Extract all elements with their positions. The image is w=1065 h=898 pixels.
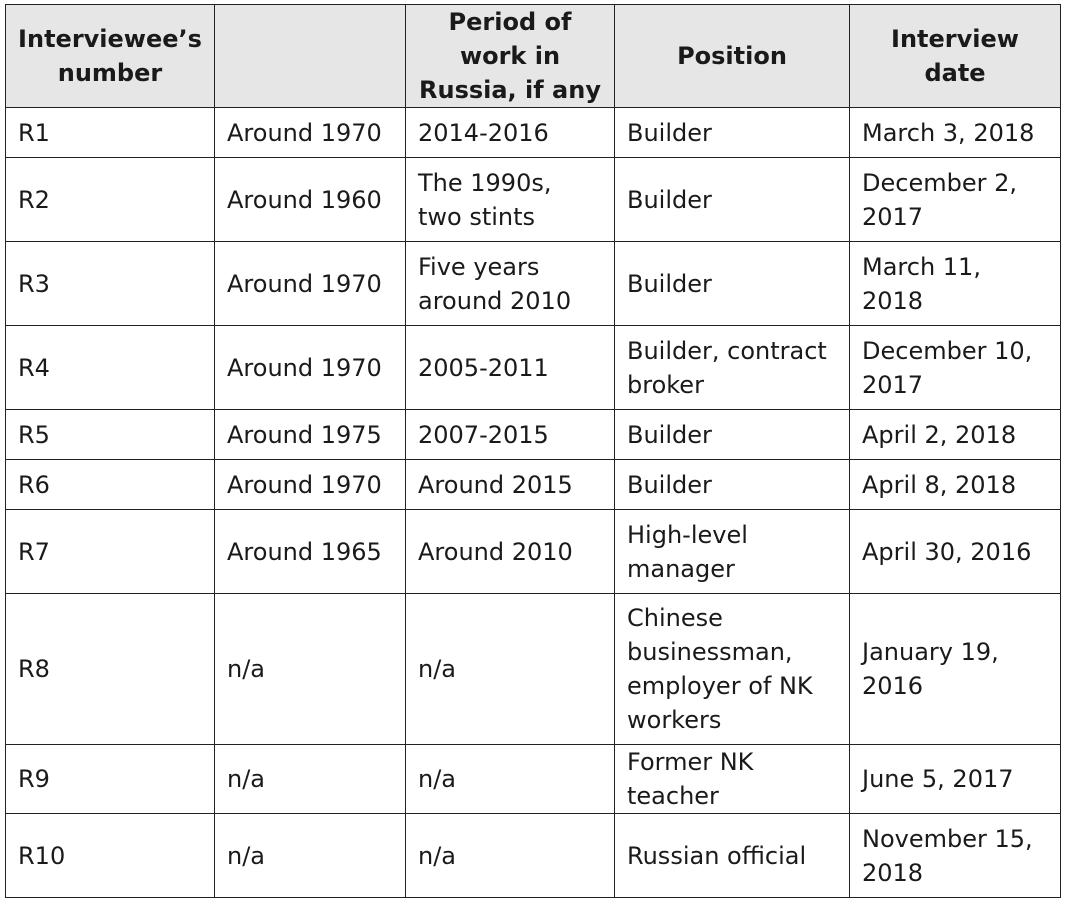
cell-position: Russian official — [615, 814, 850, 898]
cell-interview-date: December 10, 2017 — [850, 326, 1061, 410]
cell-period-of-work: Five years around 2010 — [406, 242, 615, 326]
cell-birth-year: Around 1970 — [215, 460, 406, 510]
cell-interviewee-number: R10 — [6, 814, 215, 898]
cell-birth-year: Around 1970 — [215, 326, 406, 410]
table-row — [6, 242, 1061, 326]
cell-interview-date: April 30, 2016 — [850, 510, 1061, 594]
interviewee-table — [5, 4, 1061, 898]
cell-birth-year: n/a — [215, 814, 406, 898]
table-row — [6, 594, 1061, 745]
cell-position: Builder — [615, 158, 850, 242]
cell-birth-year: Around 1970 — [215, 108, 406, 158]
table-row — [6, 745, 1061, 814]
table-body — [6, 108, 1061, 898]
table-row — [6, 326, 1061, 410]
cell-position: Former NK teacher — [615, 745, 850, 814]
cell-birth-year: Around 1975 — [215, 410, 406, 460]
table-row — [6, 108, 1061, 158]
cell-interview-date: November 15, 2018 — [850, 814, 1061, 898]
table-row — [6, 158, 1061, 242]
cell-birth-year: n/a — [215, 594, 406, 745]
cell-birth-year: n/a — [215, 745, 406, 814]
cell-birth-year: Around 1960 — [215, 158, 406, 242]
cell-interviewee-number: R8 — [6, 594, 215, 745]
cell-period-of-work: The 1990s, two stints — [406, 158, 615, 242]
cell-birth-year: Around 1965 — [215, 510, 406, 594]
cell-position: Builder — [615, 242, 850, 326]
cell-interview-date: January 19, 2016 — [850, 594, 1061, 745]
table-row — [6, 410, 1061, 460]
cell-birth-year: Around 1970 — [215, 242, 406, 326]
table-row — [6, 510, 1061, 594]
cell-interviewee-number: R3 — [6, 242, 215, 326]
cell-interviewee-number: R5 — [6, 410, 215, 460]
header-birth-year — [215, 5, 406, 108]
header-row — [6, 5, 1061, 108]
header-position: Position — [615, 5, 850, 108]
header-period-of-work: Period of work in Russia, if any — [406, 5, 615, 108]
cell-interviewee-number: R2 — [6, 158, 215, 242]
cell-interview-date: April 2, 2018 — [850, 410, 1061, 460]
cell-period-of-work: Around 2010 — [406, 510, 615, 594]
cell-period-of-work: 2007-2015 — [406, 410, 615, 460]
table-row — [6, 460, 1061, 510]
cell-position: Chinese businessman, employer of NK workers — [615, 594, 850, 745]
cell-position: High-level manager — [615, 510, 850, 594]
cell-period-of-work: n/a — [406, 594, 615, 745]
cell-interviewee-number: R4 — [6, 326, 215, 410]
cell-interviewee-number: R6 — [6, 460, 215, 510]
table-row — [6, 814, 1061, 898]
cell-position: Builder, contract broker — [615, 326, 850, 410]
table-header — [6, 5, 1061, 108]
cell-interview-date: June 5, 2017 — [850, 745, 1061, 814]
cell-interview-date: March 11, 2018 — [850, 242, 1061, 326]
cell-interviewee-number: R7 — [6, 510, 215, 594]
cell-period-of-work: n/a — [406, 814, 615, 898]
cell-period-of-work: 2005-2011 — [406, 326, 615, 410]
cell-period-of-work: Around 2015 — [406, 460, 615, 510]
cell-interview-date: December 2, 2017 — [850, 158, 1061, 242]
cell-position: Builder — [615, 410, 850, 460]
cell-period-of-work: 2014-2016 — [406, 108, 615, 158]
cell-position: Builder — [615, 108, 850, 158]
cell-interview-date: April 8, 2018 — [850, 460, 1061, 510]
cell-interviewee-number: R1 — [6, 108, 215, 158]
cell-interview-date: March 3, 2018 — [850, 108, 1061, 158]
header-interview-date: Interview date — [850, 5, 1061, 108]
cell-position: Builder — [615, 460, 850, 510]
header-interviewee-number: Interviewee’s number — [6, 5, 215, 108]
cell-period-of-work: n/a — [406, 745, 615, 814]
cell-interviewee-number: R9 — [6, 745, 215, 814]
